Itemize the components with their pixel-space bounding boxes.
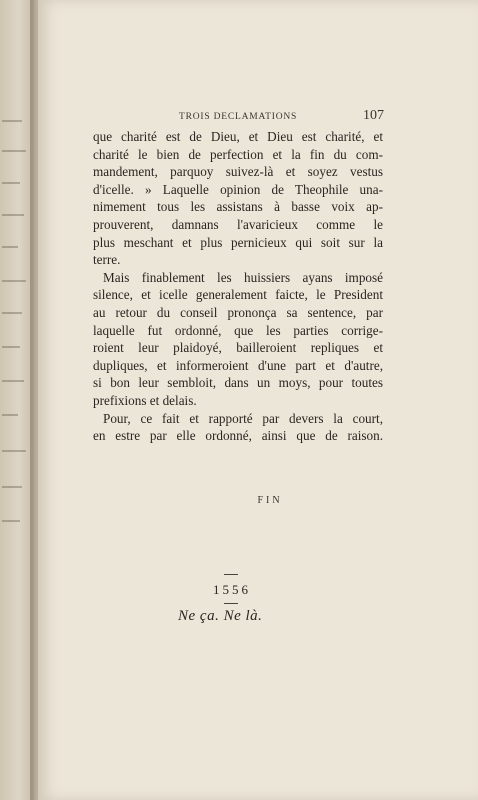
text-line: si bon leur sembloit, dans un moys, pour toutes <box>93 375 383 391</box>
bleed-through-mark <box>2 150 26 152</box>
text-line: au retour du conseil prononça sa sentence, par <box>93 304 383 320</box>
facing-page-edge <box>0 0 34 800</box>
colophon-year: 1556 <box>213 582 251 597</box>
page-number: 107 <box>363 108 384 123</box>
bleed-through-mark <box>2 450 26 452</box>
bleed-through-mark <box>2 182 20 184</box>
text-line: roient leur plaidoyé, bailleroient repliques et <box>93 340 383 356</box>
text-line: prefixions et delais. <box>93 392 197 408</box>
ornament-rule-top <box>224 574 238 575</box>
text-line: silence, et icelle generalement faicte, le President <box>93 287 383 303</box>
text-line: mandement, parquoy suivez-là et soyez vestus <box>93 164 383 180</box>
bleed-through-mark <box>2 520 20 522</box>
running-head <box>179 108 384 124</box>
fin-label: FIN <box>257 495 283 506</box>
text-line: Mais finablement les huissiers ayans imposé <box>103 269 383 285</box>
ornament-rule-bottom <box>224 603 238 604</box>
text-line: charité le bien de perfection et la fin du com- <box>93 146 383 162</box>
body-text <box>93 128 383 445</box>
text-line: laquelle fut ordonné, que les parties corrige- <box>93 322 383 338</box>
colophon-motto: Ne ça. Ne là. <box>178 608 263 624</box>
bleed-through-mark <box>2 380 24 382</box>
text-line: prouverent, damnans l'avaricieux comme le <box>93 216 383 232</box>
text-line: en estre par elle ordonné, ainsi que de raison. <box>93 428 383 444</box>
book-page <box>38 0 478 800</box>
text-line: terre. <box>93 252 121 268</box>
bleed-through-mark <box>2 214 24 216</box>
bleed-through-mark <box>2 414 18 416</box>
bleed-through-mark <box>2 346 20 348</box>
bleed-through-mark <box>2 486 22 488</box>
text-line: Pour, ce fait et rapporté par devers la court, <box>103 410 383 426</box>
text-line: d'icelle. » Laquelle opinion de Theophile una- <box>93 181 383 197</box>
text-line: que charité est de Dieu, et Dieu est charité, et <box>93 129 383 144</box>
text-line: dupliques, et informeroient d'une part et d'autre, <box>93 357 383 373</box>
text-line: nimement tous les assistans à basse voix ap- <box>93 199 383 215</box>
bleed-through-mark <box>2 312 22 314</box>
bleed-through-mark <box>2 280 26 282</box>
bleed-through-mark <box>2 120 22 122</box>
bleed-through-mark <box>2 246 18 248</box>
running-title: TROIS DECLAMATIONS <box>179 112 298 122</box>
text-line: plus meschant et plus pernicieux qui soit sur la <box>93 234 383 250</box>
